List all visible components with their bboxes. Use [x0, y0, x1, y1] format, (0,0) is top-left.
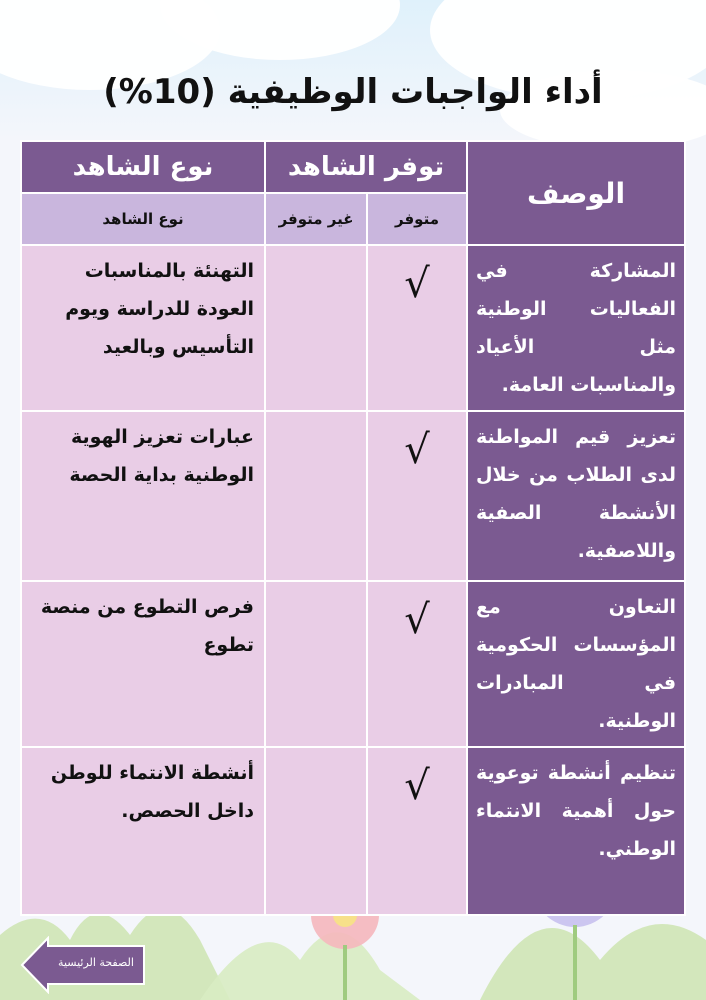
- table-row: [21, 245, 685, 411]
- table-header-row: [21, 141, 685, 193]
- table-row: [21, 581, 685, 747]
- duties-table: [20, 140, 686, 916]
- row-description: تنظيم أنشطة توعوية حول أهمية الانتماء الوطني.: [467, 747, 685, 915]
- table-row: [21, 411, 685, 581]
- not-available-cell: [265, 245, 367, 411]
- available-cell: [367, 245, 467, 411]
- page-title: أداء الواجبات الوظيفية (10%): [103, 72, 603, 112]
- row-evidence: فرص التطوع من منصة تطوع: [21, 581, 265, 747]
- not-available-cell: [265, 747, 367, 915]
- available-cell: [367, 747, 467, 915]
- checkmark-icon: √: [404, 763, 430, 809]
- header-available: متوفر: [367, 193, 467, 245]
- row-evidence: التهنئة بالمناسبات العودة للدراسة ويوم التأسيس وبالعيد: [21, 245, 265, 411]
- header-description: الوصف: [467, 141, 685, 245]
- header-evidence-type: نوع الشاهد: [21, 141, 265, 193]
- checkmark-icon: √: [404, 427, 430, 473]
- header-evidence-type-sub: نوع الشاهد: [21, 193, 265, 245]
- available-cell: [367, 581, 467, 747]
- table-row: [21, 747, 685, 915]
- checkmark-icon: √: [404, 597, 430, 643]
- home-page-label: الصفحة الرئيسية: [58, 956, 134, 969]
- row-description: تعزيز قيم المواطنة لدى الطلاب من خلال الأنشطة الصفية واللاصفية.: [467, 411, 685, 581]
- checkmark-icon: √: [404, 261, 430, 307]
- header-availability: توفر الشاهد: [265, 141, 467, 193]
- header-not-available: غير متوفر: [265, 193, 367, 245]
- available-cell: [367, 411, 467, 581]
- row-evidence: أنشطة الانتماء للوطن داخل الحصص.: [21, 747, 265, 915]
- row-description: التعاون مع المؤسسات الحكومية في المبادرات الوطنية.: [467, 581, 685, 747]
- home-page-button[interactable]: [20, 936, 146, 994]
- not-available-cell: [265, 581, 367, 747]
- row-evidence: عبارات تعزيز الهوية الوطنية بداية الحصة: [21, 411, 265, 581]
- row-description: المشاركة في الفعاليات الوطنية مثل الأعياد والمناسبات العامة.: [467, 245, 685, 411]
- not-available-cell: [265, 411, 367, 581]
